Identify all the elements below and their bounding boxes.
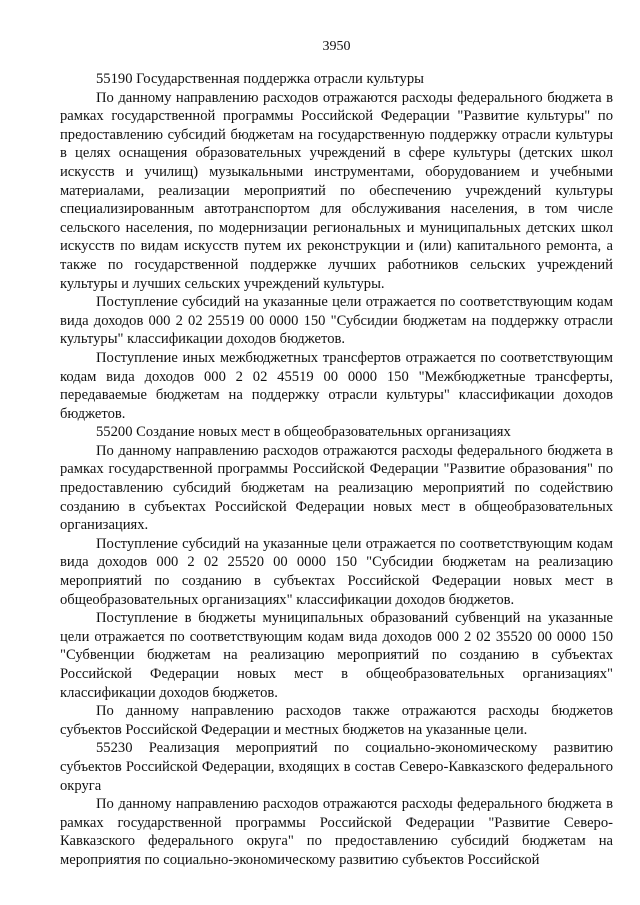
document-page — [60, 0, 613, 905]
paragraph: Поступление субсидий на указанные цели отражается по соответствующим кодам вида доходов 000 2 02 25519 00 0000 150 "Субсидии бюджетам на поддержку отрасли культуры" классификации доходов бюджетов. — [60, 294, 613, 348]
paragraph: По данному направлению расходов также отражаются расходы бюджетов субъектов Российской Федерации и местных бюджетов на указанные цели. — [60, 703, 613, 738]
paragraph: Поступление субсидий на указанные цели отражается по соответствующим кодам вида доходов 000 2 02 25520 00 0000 150 "Субсидии бюджетам на реализацию мероприятий по созданию в субъектах Российской Федерации новых мест в общеобразовательных организациях" классификации доходов бюджетов. — [60, 535, 613, 608]
page-number: 3950 — [322, 39, 351, 54]
paragraph: Поступление в бюджеты муниципальных образований субвенций на указанные цели отражается по соответствующим кодам вида доходов 000 2 02 35520 00 0000 150 "Субвенции бюджетам на реализацию мероприятий по созданию в субъектах Российской Федерации новых мест в общеобразовательных организациях" классификации доходов бюджетов. — [60, 610, 613, 701]
paragraph: По данному направлению расходов отражаются расходы федерального бюджета в рамках государственной программы Российской Федерации "Развитие Северо-Кавказского федерального округа" по предоставлению субсидий бюджетам на мероприятия по социально-экономическому развитию субъектов Российской — [60, 796, 613, 868]
section-heading-55200: 55200 Создание новых мест в общеобразовательных организациях — [96, 424, 511, 441]
section-heading-55230: 55230 Реализация мероприятий по социально-экономическому развитию субъектов Российской Федерации, входящих в состав Северо-Кавказского федерального округа — [60, 740, 613, 794]
paragraph: Поступление иных межбюджетных трансфертов отражается по соответствующим кодам вида доходов 000 2 02 45519 00 0000 150 "Межбюджетные трансферты, передаваемые бюджетам на поддержку отрасли культуры" классификации доходов бюджетов. — [60, 349, 613, 422]
document-body — [60, 70, 613, 870]
paragraph: По данному направлению расходов отражаются расходы федерального бюджета в рамках государственной программы Российской Федерации "Развитие образования" по предоставлению субсидий бюджетам на реализацию мероприятий по содействию созданию в субъектах Российской Федерации новых мест в общеобразовательных организациях. — [60, 442, 613, 534]
paragraph: По данному направлению расходов отражаются расходы федерального бюджета в рамках государственной программы Российской Федерации "Развитие культуры" по предоставлению субсидий бюджетам на государственную поддержку отрасли культуры в целях оснащения образовательных учреждений в сфере культуры (детских школ искусств и училищ) музыкальными инструментами, оборудованием и учебными материалами, реализации мероприятий по обеспечению учреждений культуры специализированным автотранспортом для обслуживания населения, в том числе сельского населения, по модернизации региональных и муниципальных детских школ искусств по видам искусств путем их реконструкции и (или) капитального ремонта, а также по государственной поддержке лучших работников сельских учреждений культуры и лучших сельских учреждений культуры. — [60, 89, 613, 292]
section-heading-55190: 55190 Государственная поддержка отрасли культуры — [96, 71, 424, 87]
